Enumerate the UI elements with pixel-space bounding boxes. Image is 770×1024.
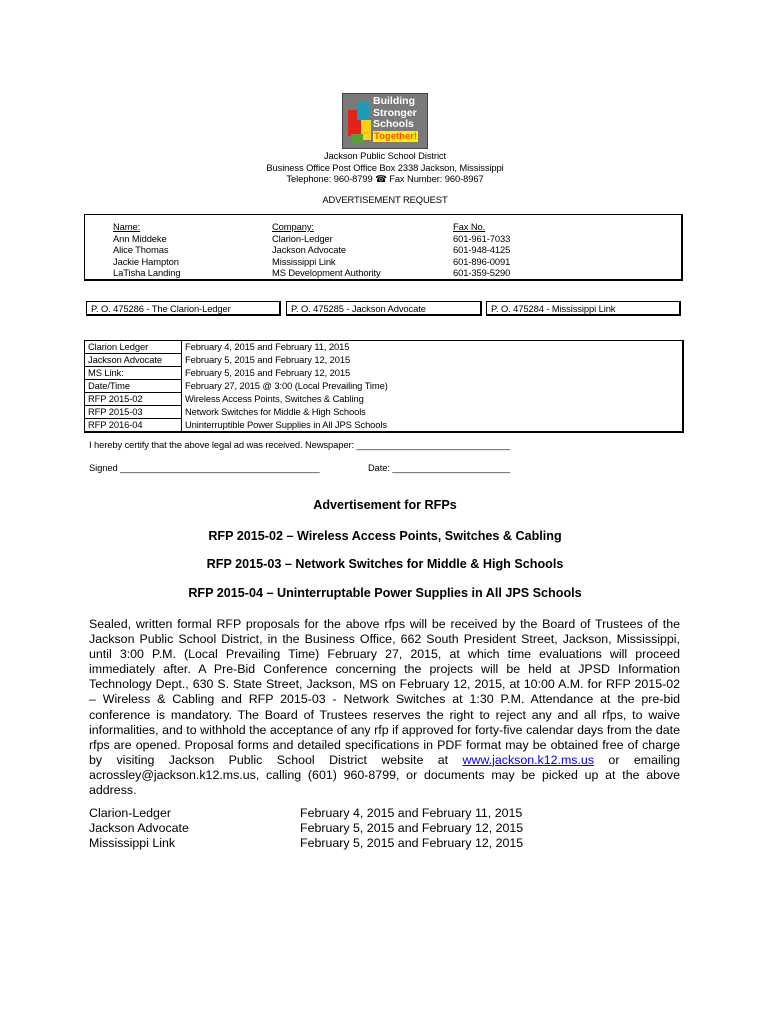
po-mississippi-link: P. O. 475284 - Mississippi Link <box>486 301 681 316</box>
recipient-name: LaTisha Landing <box>113 267 181 279</box>
rfp-heading: RFP 2015-03 – Network Switches for Middle & High Schools <box>206 557 564 571</box>
signed-line: Signed _______________________________________ <box>89 462 320 473</box>
request-title: ADVERTISEMENT REQUEST <box>322 194 448 205</box>
table-row: MS Link: February 5, 2015 and February 12, 2015 <box>85 367 682 380</box>
po-jackson-advocate: P. O. 475285 - Jackson Advocate <box>286 301 482 316</box>
table-row: RFP 2015-02 Wireless Access Points, Switches & Cabling <box>85 393 682 406</box>
publication-dates: February 4, 2015 and February 11, 2015 <box>300 806 523 820</box>
recipient-name: Jackie Hampton <box>113 255 179 267</box>
recipient-fax: 601-948-4125 <box>453 244 511 256</box>
table-row: Date/Time February 27, 2015 @ 3:00 (Local Prevailing Time) <box>85 380 682 393</box>
publication-dates: February 5, 2015 and February 12, 2015 <box>300 836 524 850</box>
certify-line: I hereby certify that the above legal ad was received. Newspaper: ______________________________ <box>89 439 510 450</box>
recipient-company: MS Development Authority <box>272 267 381 279</box>
companies-column <box>272 221 381 279</box>
names-column <box>113 221 180 279</box>
fax-column <box>453 221 510 279</box>
ad-body: Sealed, written formal RFP proposals for the above rfps will be received by the Board of Trustees of the Jackson Public School District, in the Business Office, 662 South President Street, Jackson, Mississippi, until 3:00 P.M. (Local Prevailing Time) February 27, 2015, at which time evaluations will proceed immediately after. A Pre-Bid Conference concerning the projects will be held at JPSD Information Technology Dept., 630 S. State Street, Jackson, MS on February 12, 2015, at 10:00 A.M. for RFP 2015-02 – Wireless & Cabling and RFP 2015-03 - Network Switches at 1:30 P.M. Attendance at the pre-bid conference is mandatory. The Board of Trustees reserves the right to reject any and all rfps, to waive informalities, and to withhold the acceptance of any rfp if approved for forty-five calendar days from the date rfps are opened. Proposal forms and detailed specifications in PDF format may be obtained free of charge by visiting Jackson Public School District website at www.jackson.k12.ms.us or emailing acrossley@jackson.k12.ms.us, calling (601) 960-8799, or documents may be picked up at the above address. <box>89 617 681 798</box>
date-line: Date: _______________________ <box>368 462 511 473</box>
publication-paper: Mississippi Link <box>89 836 176 850</box>
recipient-fax: 601-961-7033 <box>453 232 511 244</box>
logo-wordmark: Building Stronger Schools Together! <box>373 95 418 142</box>
table-row: RFP 2016-04 Uninterruptible Power Supplies in All JPS Schools <box>85 419 682 432</box>
fax-header: Fax No. <box>453 221 486 232</box>
logo-green-block <box>351 134 363 143</box>
publication-paper: Clarion-Ledger <box>89 806 171 820</box>
district-address: Business Office Post Office Box 2338 Jackson, Mississippi <box>266 161 504 173</box>
schedule-table <box>84 340 684 433</box>
recipient-fax: 601-359-5290 <box>453 267 511 279</box>
recipient-name: Ann Middeke <box>113 232 167 244</box>
district-website-link[interactable]: www.jackson.k12.ms.us <box>462 752 595 767</box>
company-header: Company: <box>272 221 314 232</box>
recipient-company: Mississippi Link <box>272 255 336 267</box>
recipient-name: Alice Thomas <box>113 244 169 256</box>
po-clarion-ledger: P. O. 475286 - The Clarion-Ledger <box>86 301 281 316</box>
rfp-heading: RFP 2015-04 – Uninterruptable Power Supplies in All JPS Schools <box>188 586 582 600</box>
publication-list <box>89 806 680 854</box>
recipient-company: Clarion-Ledger <box>272 232 333 244</box>
table-row: Clarion Ledger February 4, 2015 and February 11, 2015 <box>85 341 682 354</box>
ad-title: Advertisement for RFPs <box>313 498 457 512</box>
rfp-heading: RFP 2015-02 – Wireless Access Points, Switches & Cabling <box>208 529 562 543</box>
name-header: Name: <box>113 221 141 232</box>
publication-paper: Jackson Advocate <box>89 821 189 835</box>
publication-dates: February 5, 2015 and February 12, 2015 <box>300 821 524 835</box>
district-logo <box>342 93 428 149</box>
district-name: Jackson Public School District <box>323 150 447 161</box>
table-row: Jackson Advocate February 5, 2015 and February 12, 2015 <box>85 354 682 367</box>
logo-teal-block <box>357 102 369 120</box>
recipients-box <box>84 214 683 281</box>
recipient-fax: 601-896-0091 <box>453 255 511 267</box>
table-row: RFP 2015-03 Network Switches for Middle & High Schools <box>85 406 682 419</box>
letterhead <box>0 150 770 185</box>
recipient-company: Jackson Advocate <box>272 244 346 256</box>
district-phone: Telephone: 960-8799 ☎ Fax Number: 960-8967 <box>286 173 484 185</box>
